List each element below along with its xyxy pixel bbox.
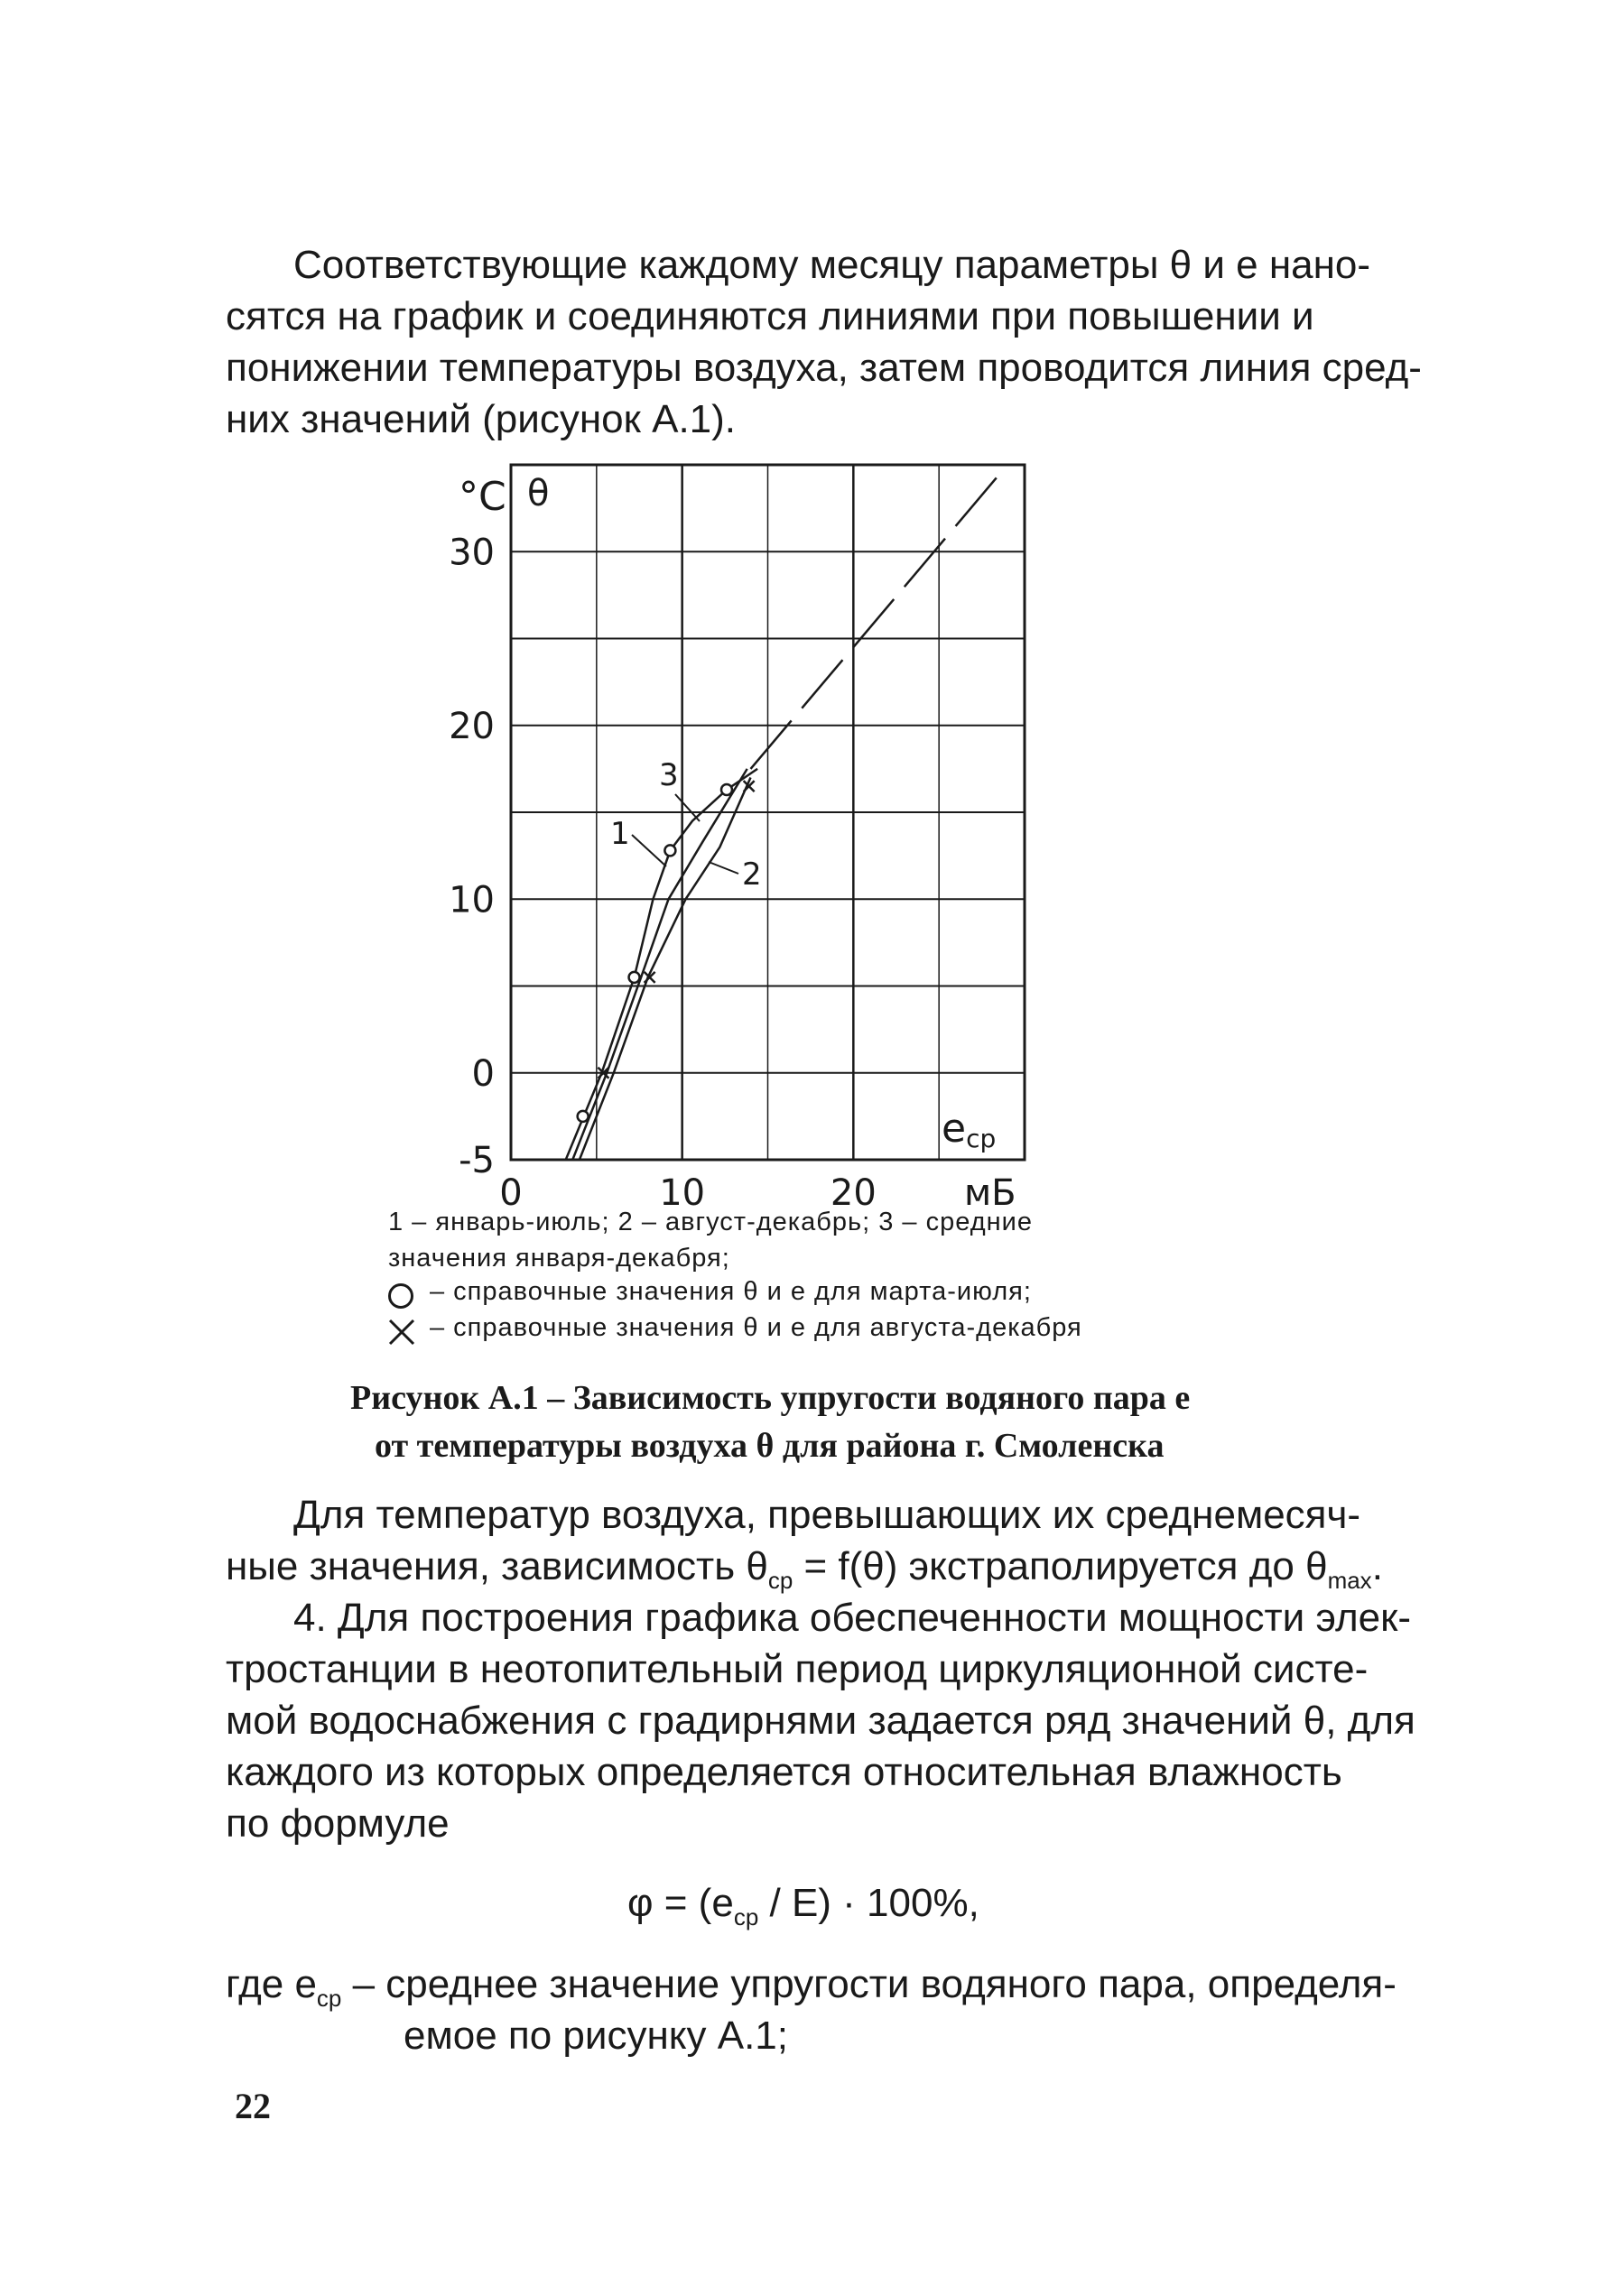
series-line-extrapolation: [751, 465, 1008, 769]
x-unit-label: мБ: [964, 1172, 1016, 1214]
para2-line-1: Для температур воздуха, превышающих их среднемесяч-: [293, 1493, 1361, 1537]
intro-line-2: сятся на график и соединяются линиями при повышении и: [226, 294, 1314, 338]
cross-marker-icon: [388, 1319, 415, 1346]
intro-line-1: Соответствующие каждому месяцу параметры θ и е нано-: [293, 243, 1371, 287]
circle-marker: [721, 784, 732, 795]
page-number: 22: [235, 2086, 271, 2126]
chart-grid: [511, 465, 1025, 1160]
para3-line-5: по формуле: [226, 1801, 450, 1846]
para2-line-2: ные значения, зависимость $\theta_{ср} = f(\theta)$ экстраполируется до $\theta_{max}$.: [226, 1544, 1383, 1594]
formula: $\varphi = (e_{ср} / E) \cdot 100\%$,: [627, 1881, 979, 1930]
figure-caption-line-1: Рисунок А.1 – Зависимость упругости водяного пара e: [350, 1379, 1191, 1417]
y-tick-label: 30: [449, 532, 495, 574]
curve-label-2-leader: [709, 862, 738, 874]
x-axis-label: eср: [942, 1106, 997, 1153]
series-line-2: [580, 778, 751, 1161]
y-tick-label: 0: [471, 1052, 495, 1095]
curve-label-1-leader: [632, 835, 666, 866]
intro-line-3: понижении температуры воздуха, затем проводится линия сред-: [226, 346, 1422, 390]
chart-markers: [578, 781, 755, 1122]
circle-marker: [578, 1111, 589, 1122]
y-tick-label: 20: [449, 705, 495, 747]
legend-line-1: 1 – январь-июль; 2 – август-декабрь; 3 – средние: [388, 1208, 1033, 1236]
where-line-2: емое по рисунку А.1;: [404, 2014, 788, 2058]
circle-marker: [629, 972, 640, 983]
para3-line-3: мой водоснабжения с градирнями задается ряд значений θ, для: [226, 1699, 1415, 1743]
para3-line-1: 4. Для построения графика обеспеченности мощности элек-: [293, 1596, 1411, 1640]
para3-line-2: тростанции в неотопительный период циркуляционной систе-: [226, 1647, 1369, 1691]
x-tick-label: 10: [659, 1172, 706, 1214]
y-tick-label: 10: [449, 879, 495, 921]
para3-line-4: каждого из которых определяется относительная влажность: [226, 1750, 1342, 1794]
circle-marker: [664, 845, 675, 856]
curve-label-1: 1: [610, 816, 630, 852]
where-line-1: где $e_{ср}$ – среднее значение упругости водяного пара, определя-: [226, 1962, 1397, 2012]
legend-circle-text: – справочные значения θ и е для марта-июля;: [430, 1277, 1032, 1306]
y-tick-label: -5: [459, 1140, 495, 1181]
curve-label-3-leader: [675, 794, 700, 821]
x-tick-label: 20: [830, 1172, 877, 1214]
figure-caption-line-2: от температуры воздуха θ для района г. Смоленска: [375, 1427, 1165, 1465]
legend-cross-row: [388, 1313, 1082, 1346]
series-line-3: [572, 769, 747, 1160]
legend-circle-row: [388, 1277, 1032, 1309]
y-unit-label: °C: [459, 474, 506, 520]
x-tick-label: 0: [499, 1172, 523, 1214]
circle-marker-icon: [388, 1283, 413, 1309]
intro-line-4: них значений (рисунок А.1).: [226, 397, 737, 441]
y-axis-label: θ: [527, 473, 550, 514]
legend-cross-text: – справочные значения θ и е для августа-декабря: [430, 1313, 1082, 1342]
curve-label-2: 2: [742, 856, 762, 893]
curve-label-3: 3: [659, 757, 679, 793]
legend-line-2: значения января-декабря;: [388, 1244, 730, 1273]
